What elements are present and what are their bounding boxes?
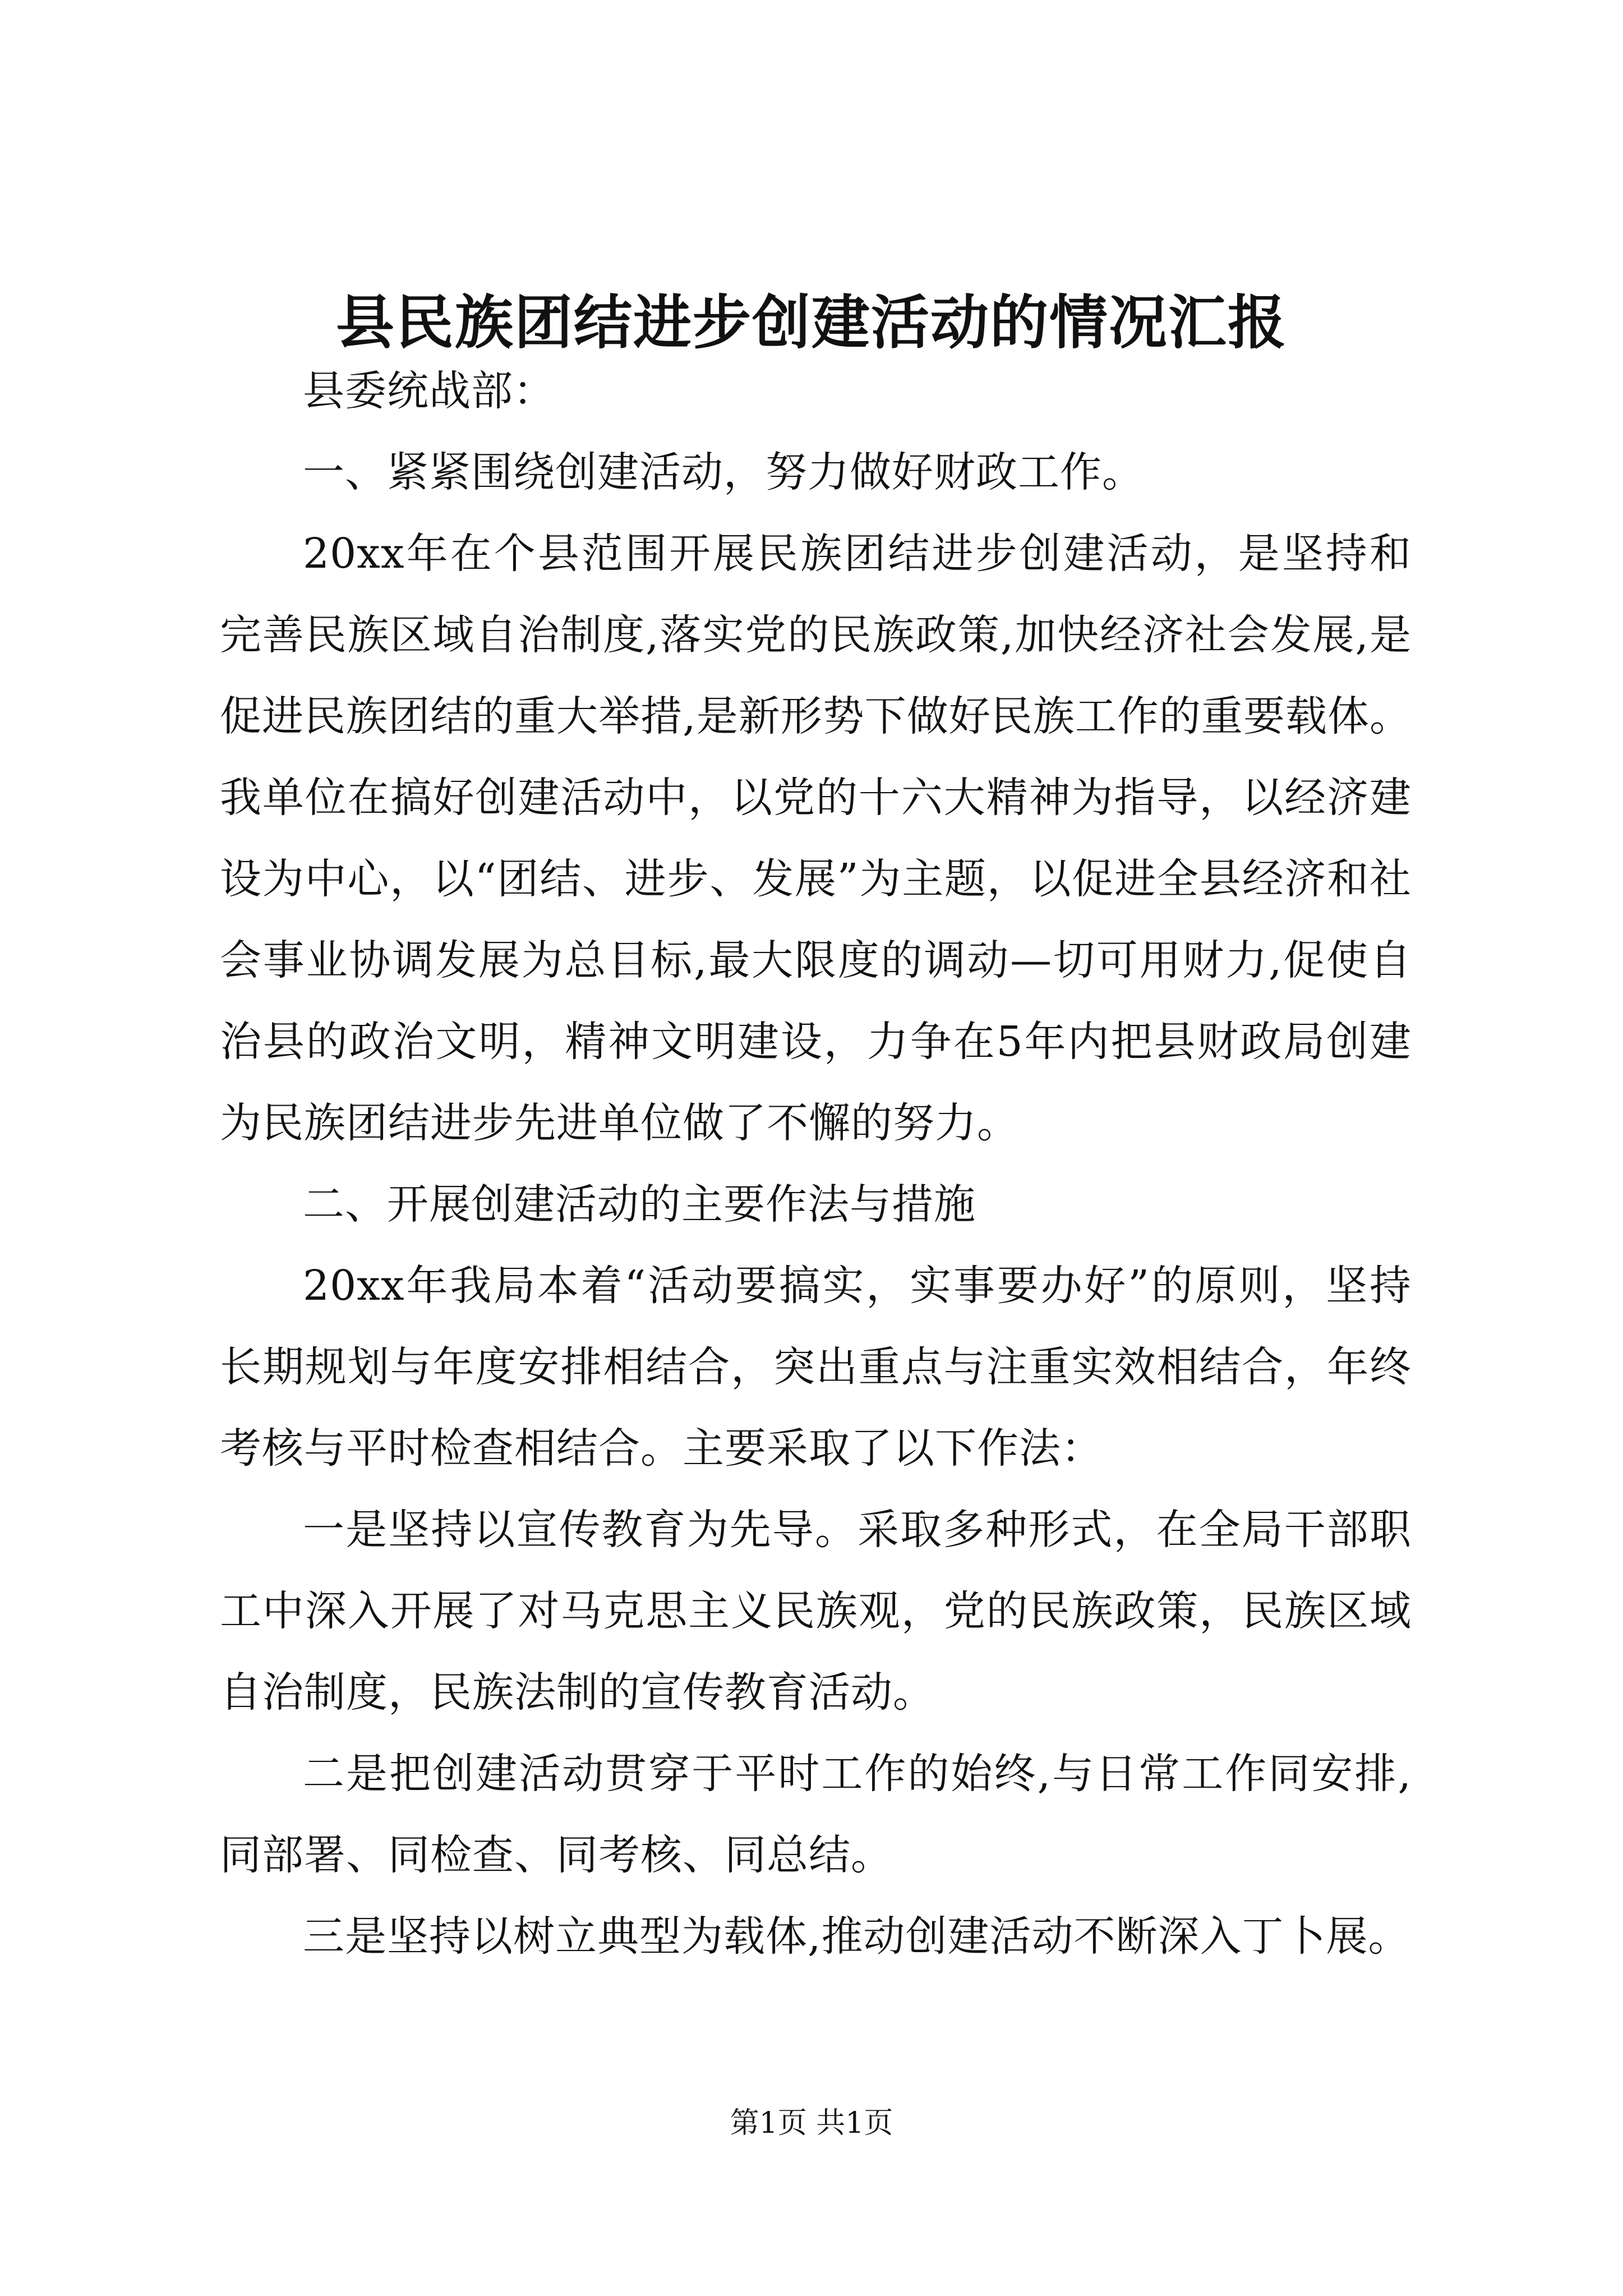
body-paragraph: 一是坚持以宣传教育为先导。采取多种形式，在全局干部职工中深入开展了对马克思主义民族观，党的民族政策，民族区域自治制度，民族法制的宣传教育活动。 bbox=[220, 1506, 1412, 1717]
body-paragraph: 三是坚持以树立典型为载体,推动创建活动不断深入丁卜展。 bbox=[303, 1912, 1410, 1961]
body-paragraph: 20xx年在个县范围开展民族团结进步创建活动，是坚持和完善民族区域自治制度,落实党的民族政策,加快经济社会发展,是促进民族团结的重大举措,是新形势下做好民族工作的重要载体。我单位在搞好创建活动中，以党的十六大精神为指导，以经济建设为中心，以“团结、进步、发展”为主题，以促进全县经济和社会事业协调发展为总目标,最大限度的调动—切可用财力,促使自治县的政治文明，精神文明建设，力争在5年内把县财政局创建为民族团结进步先进单位做了不懈的努力。 bbox=[220, 530, 1412, 1147]
body-paragraph: 二是把创建活动贯穿于平时工作的始终,与日常工作同安排,同部署、同检查、同考核、同总结。 bbox=[220, 1750, 1412, 1879]
document-title: 县民族团结进步创建活动的情况汇报 bbox=[335, 288, 1287, 357]
body-paragraph: 20xx年我局本着“活动要搞实，实事要办好”的原则，坚持长期规划与年度安排相结合，突出重点与注重实效相结合，年终考核与平时检查相结合。主要采取了以下作法： bbox=[220, 1262, 1412, 1473]
section-heading-2: 二、开展创建活动的主要作法与措施 bbox=[303, 1180, 976, 1228]
document-body bbox=[220, 351, 1412, 1977]
salutation: 县委统战部： bbox=[303, 367, 555, 415]
section-heading-1: 一、紧紧围绕创建活动，努力做好财政工作。 bbox=[303, 448, 1144, 496]
page-number-footer: 第1页 共1页 bbox=[730, 2106, 893, 2140]
